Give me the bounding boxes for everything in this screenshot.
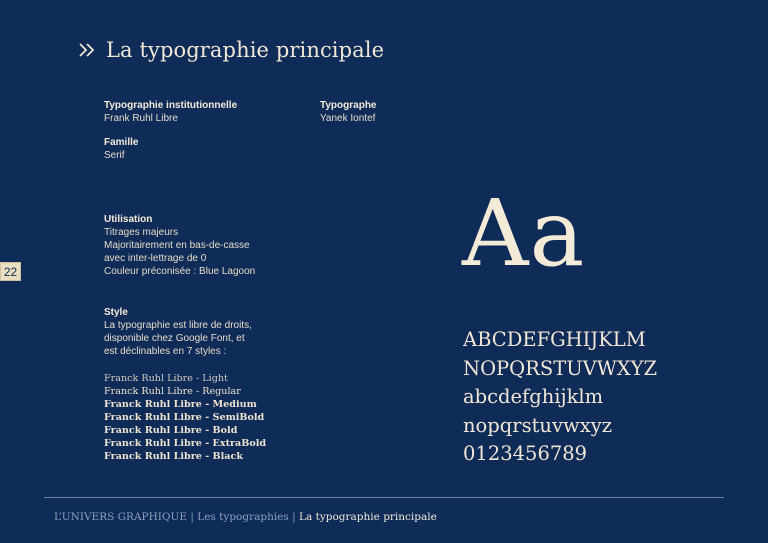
usage-line: Couleur préconisée : Blue Lagoon xyxy=(104,266,256,277)
family-block xyxy=(104,136,138,162)
designer-label: Typographe xyxy=(320,100,377,111)
breadcrumb-subsection: Les typographies xyxy=(197,511,289,523)
font-style-light: Franck Ruhl Libre - Light xyxy=(104,373,228,384)
font-style-black: Franck Ruhl Libre - Black xyxy=(104,451,244,462)
specimen-line: 0123456789 xyxy=(463,442,588,465)
usage-line: Majoritairement en bas-de-casse xyxy=(104,240,250,251)
specimen-line: nopqrstuvwxyz xyxy=(463,413,612,437)
specimen-sample: Aa xyxy=(462,180,586,287)
style-line: est déclinables en 7 styles : xyxy=(104,346,227,357)
style-line: disponible chez Google Font, et xyxy=(104,333,245,344)
specimen-line: NOPQRSTUVWXYZ xyxy=(463,356,658,380)
font-style-semibold: Franck Ruhl Libre - SemiBold xyxy=(104,412,265,423)
page-header xyxy=(78,38,384,62)
breadcrumb-separator: | xyxy=(288,511,300,523)
designer-block xyxy=(320,99,376,125)
designer-value: Yanek Iontef xyxy=(320,113,376,124)
institutional-font-label: Typographie institutionnelle xyxy=(104,100,238,111)
family-value: Serif xyxy=(104,150,125,161)
institutional-font-value: Frank Ruhl Libre xyxy=(104,113,178,124)
font-style-regular: Franck Ruhl Libre - Regular xyxy=(104,386,241,397)
style-label: Style xyxy=(104,307,128,318)
usage-line: Titrages majeurs xyxy=(104,227,179,238)
alphabet-specimen xyxy=(463,326,657,469)
usage-block xyxy=(104,213,255,278)
font-style-medium: Franck Ruhl Libre - Medium xyxy=(104,399,257,410)
style-block xyxy=(104,306,252,358)
usage-line: avec inter-lettrage de 0 xyxy=(104,253,207,264)
specimen-line: abcdefghijklm xyxy=(463,385,604,408)
breadcrumb-current: La typographie principale xyxy=(299,511,437,523)
family-label: Famille xyxy=(104,137,139,148)
font-style-bold: Franck Ruhl Libre - Bold xyxy=(104,425,238,436)
style-line: La typographie est libre de droits, xyxy=(104,320,252,331)
footer-divider xyxy=(44,497,724,498)
usage-label: Utilisation xyxy=(104,214,153,225)
breadcrumb-separator: | xyxy=(187,511,198,523)
breadcrumb xyxy=(54,511,437,523)
page-title: La typographie principale xyxy=(106,38,385,62)
font-style-extrabold: Franck Ruhl Libre - ExtraBold xyxy=(104,438,267,449)
breadcrumb-section: L’UNIVERS GRAPHIQUE xyxy=(54,511,188,523)
font-style-list xyxy=(104,372,266,463)
page-number: 22 xyxy=(0,262,21,281)
specimen-line: ABCDEFGHIJKLM xyxy=(463,328,646,351)
institutional-font-block xyxy=(104,99,237,125)
double-chevron-right-icon xyxy=(78,41,96,59)
